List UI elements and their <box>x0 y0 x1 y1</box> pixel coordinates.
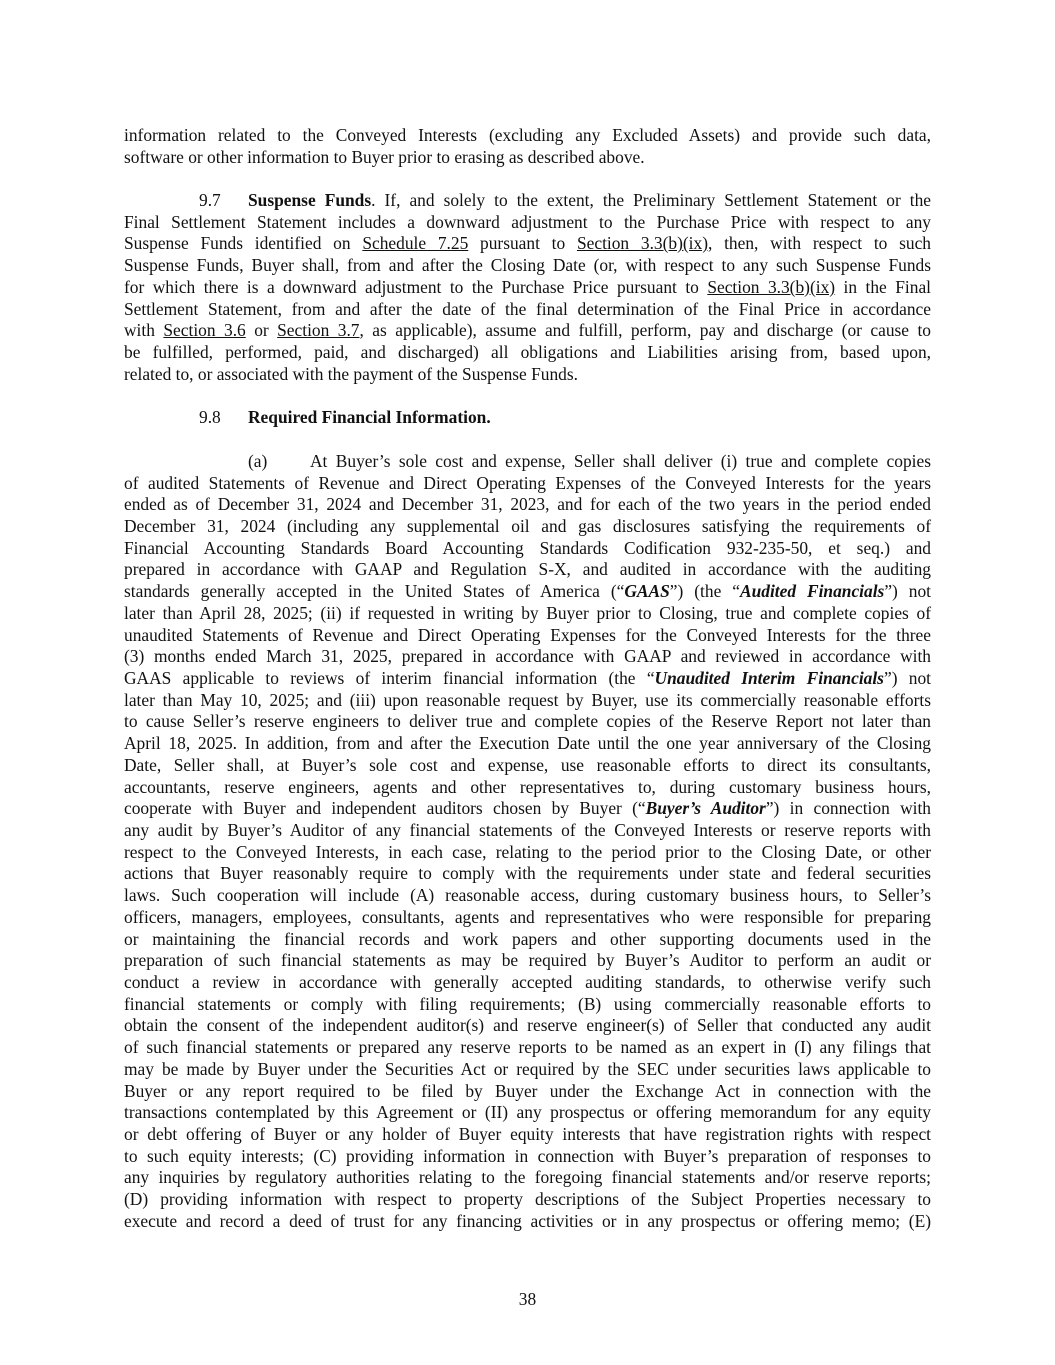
paragraph-line <box>124 320 931 342</box>
text: ”) not <box>883 668 932 688</box>
text: standards generally accepted in the United States of America (“ <box>124 581 625 601</box>
defined-term: Unaudited Interim Financials <box>654 668 884 688</box>
paragraph-line: or maintaining the financial records and work papers and other supporting documents used in the <box>124 929 931 949</box>
text: ”) in connection with <box>765 798 932 818</box>
text: in the Final <box>835 277 931 297</box>
paragraph-line: or debt offering of Buyer or any holder of Buyer equity interests that have registration rights with respect <box>124 1124 931 1144</box>
paragraph-line: laws. Such cooperation will include (A) reasonable access, during customary business hours, to Seller’s <box>124 885 931 905</box>
section-number: 9.8 <box>199 407 221 427</box>
paragraph-line: any inquiries by regulatory authorities relating to the foregoing financial statements and/or reserve reports; <box>124 1167 931 1187</box>
paragraph-line: related to, or associated with the payment of the Suspense Funds. <box>124 364 578 384</box>
text: cooperate with Buyer and independent auditors chosen by Buyer (“ <box>124 798 646 818</box>
paragraph-line: conduct a review in accordance with generally accepted auditing standards, to otherwise verify such <box>124 972 931 992</box>
paragraph-line: software or other information to Buyer prior to erasing as described above. <box>124 147 645 167</box>
paragraph-line <box>124 668 931 690</box>
paragraph-line: to cause Seller’s reserve engineers to deliver true and complete copies of the Reserve Report not later than <box>124 711 931 731</box>
defined-term: Buyer’s Auditor <box>645 798 766 818</box>
paragraph-line: ended as of December 31, 2024 and December 31, 2023, and for each of the two years in the period ended <box>124 494 931 514</box>
defined-term: Audited Financials <box>739 581 885 601</box>
paragraph-line <box>124 233 931 255</box>
text: for which there is a downward adjustment to the Purchase Price pursuant to <box>124 277 708 297</box>
cross-reference-link[interactable]: Schedule 7.25 <box>362 233 469 253</box>
text: GAAS applicable to reviews of interim financial information (the “ <box>124 668 655 688</box>
paragraph-line: Buyer or any report required to be filed by Buyer under the Exchange Act in connection with the <box>124 1081 931 1101</box>
paragraph-line: later than April 28, 2025; (ii) if requested in writing by Buyer prior to Closing, true and complete copies of <box>124 603 931 623</box>
text: At Buyer’s sole cost and expense, Seller shall deliver (i) true and complete copies <box>310 451 931 471</box>
text: with <box>124 320 164 340</box>
paragraph-line: of audited Statements of Revenue and Direct Operating Expenses of the Conveyed Interests for the years <box>124 473 931 493</box>
paragraph-line: to such equity interests; (C) providing information in connection with Buyer’s preparation of responses to <box>124 1146 931 1166</box>
section-title: Required Financial Information. <box>248 407 491 427</box>
paragraph-line: officers, managers, employees, consultants, agents and representatives who were responsible for preparing <box>124 907 931 927</box>
paragraph-line: actions that Buyer reasonably require to comply with the requirements under state and federal securities <box>124 863 931 883</box>
paragraph-line: execute and record a deed of trust for any financing activities or in any prospectus or offering memo; (E) <box>124 1211 931 1231</box>
paragraph-line: any audit by Buyer’s Auditor of any financial statements of the Conveyed Interests or reserve reports with <box>124 820 931 840</box>
paragraph-line: preparation of such financial statements as may be required by Buyer’s Auditor to perform an audit or <box>124 950 931 970</box>
subsection-a-first-line <box>248 451 931 473</box>
cross-reference-link[interactable]: Section 3.3(b)(ix) <box>576 233 708 253</box>
cross-reference-link[interactable]: Section 3.6 <box>163 320 246 340</box>
text: , as applicable), assume and fulfill, perform, pay and discharge (or cause to <box>359 320 931 340</box>
paragraph-line: (3) months ended March 31, 2025, prepared in accordance with GAAP and reviewed in accordance with <box>124 646 931 666</box>
defined-term: GAAS <box>624 581 670 601</box>
text: . If, and solely to the extent, the Preliminary Settlement Statement or the <box>371 190 932 210</box>
paragraph-line: December 31, 2024 (including any supplemental oil and gas disclosures satisfying the requirements of <box>124 516 931 536</box>
paragraph-line: unaudited Statements of Revenue and Direct Operating Expenses for the Conveyed Interests for the three <box>124 625 931 645</box>
paragraph-line: Date, Seller shall, at Buyer’s sole cost and expense, use reasonable efforts to direct its consultants, <box>124 755 931 775</box>
paragraph-line: may be made by Buyer under the Securities Act or required by the SEC under securities laws applicable to <box>124 1059 931 1079</box>
paragraph-line: obtain the consent of the independent auditor(s) and reserve engineer(s) of Seller that conducted any audit <box>124 1015 931 1035</box>
text: Suspense Funds identified on <box>124 233 363 253</box>
paragraph-line: respect to the Conveyed Interests, in each case, relating to the period prior to the Closing Date, or other <box>124 842 931 862</box>
paragraph-line <box>124 798 931 820</box>
cross-reference-link[interactable]: Section 3.7 <box>277 320 360 340</box>
paragraph-line: Financial Accounting Standards Board Accounting Standards Codification 932-235-50, et seq.) and <box>124 538 931 558</box>
paragraph-line: of such financial statements or prepared any reserve reports to be named as an expert in (I) any filings that <box>124 1037 931 1057</box>
paragraph-line: April 18, 2025. In addition, from and after the Execution Date until the one year anniversary of the Closing <box>124 733 931 753</box>
section-title: Suspense Funds <box>248 190 372 210</box>
section-9-8-heading-line <box>199 407 931 429</box>
cross-reference-link[interactable]: Section 3.3(b)(ix) <box>707 277 836 297</box>
paragraph-line: Final Settlement Statement includes a downward adjustment to the Purchase Price with respect to any <box>124 212 931 232</box>
paragraph-line <box>124 581 931 603</box>
text: or <box>245 320 278 340</box>
text: , then, with respect to such <box>708 233 931 253</box>
text: pursuant to <box>468 233 577 253</box>
paragraph-line: accountants, reserve engineers, agents and other representatives to, during customary business hours, <box>124 777 931 797</box>
page-number: 38 <box>518 1289 537 1309</box>
paragraph-line: Suspense Funds, Buyer shall, from and after the Closing Date (or, with respect to any such Suspense Funds <box>124 255 931 275</box>
paragraph-line: transactions contemplated by this Agreement or (II) any prospectus or offering memorandum for any equity <box>124 1102 931 1122</box>
text: ”) not <box>884 581 932 601</box>
subsection-label: (a) <box>248 451 268 471</box>
section-number: 9.7 <box>199 190 221 210</box>
section-9-7-heading-line <box>199 190 931 212</box>
paragraph-line: (D) providing information with respect to property descriptions of the Subject Properties necessary to <box>124 1189 931 1209</box>
paragraph-line: later than May 10, 2025; and (iii) upon reasonable request by Buyer, use its commercially reasonable efforts <box>124 690 931 710</box>
paragraph-line <box>124 277 931 299</box>
paragraph-line: Settlement Statement, from and after the date of the final determination of the Final Price in accordance <box>124 299 931 319</box>
paragraph-line: prepared in accordance with GAAP and Regulation S-X, and audited in accordance with the auditing <box>124 559 931 579</box>
paragraph-line: information related to the Conveyed Interests (excluding any Excluded Assets) and provide such data, <box>124 125 931 145</box>
paragraph-line: financial statements or comply with filing requirements; (B) using commercially reasonable efforts to <box>124 994 931 1014</box>
paragraph-line: be fulfilled, performed, paid, and discharged) all obligations and Liabilities arising from, based upon, <box>124 342 931 362</box>
text: ”) (the “ <box>669 581 740 601</box>
